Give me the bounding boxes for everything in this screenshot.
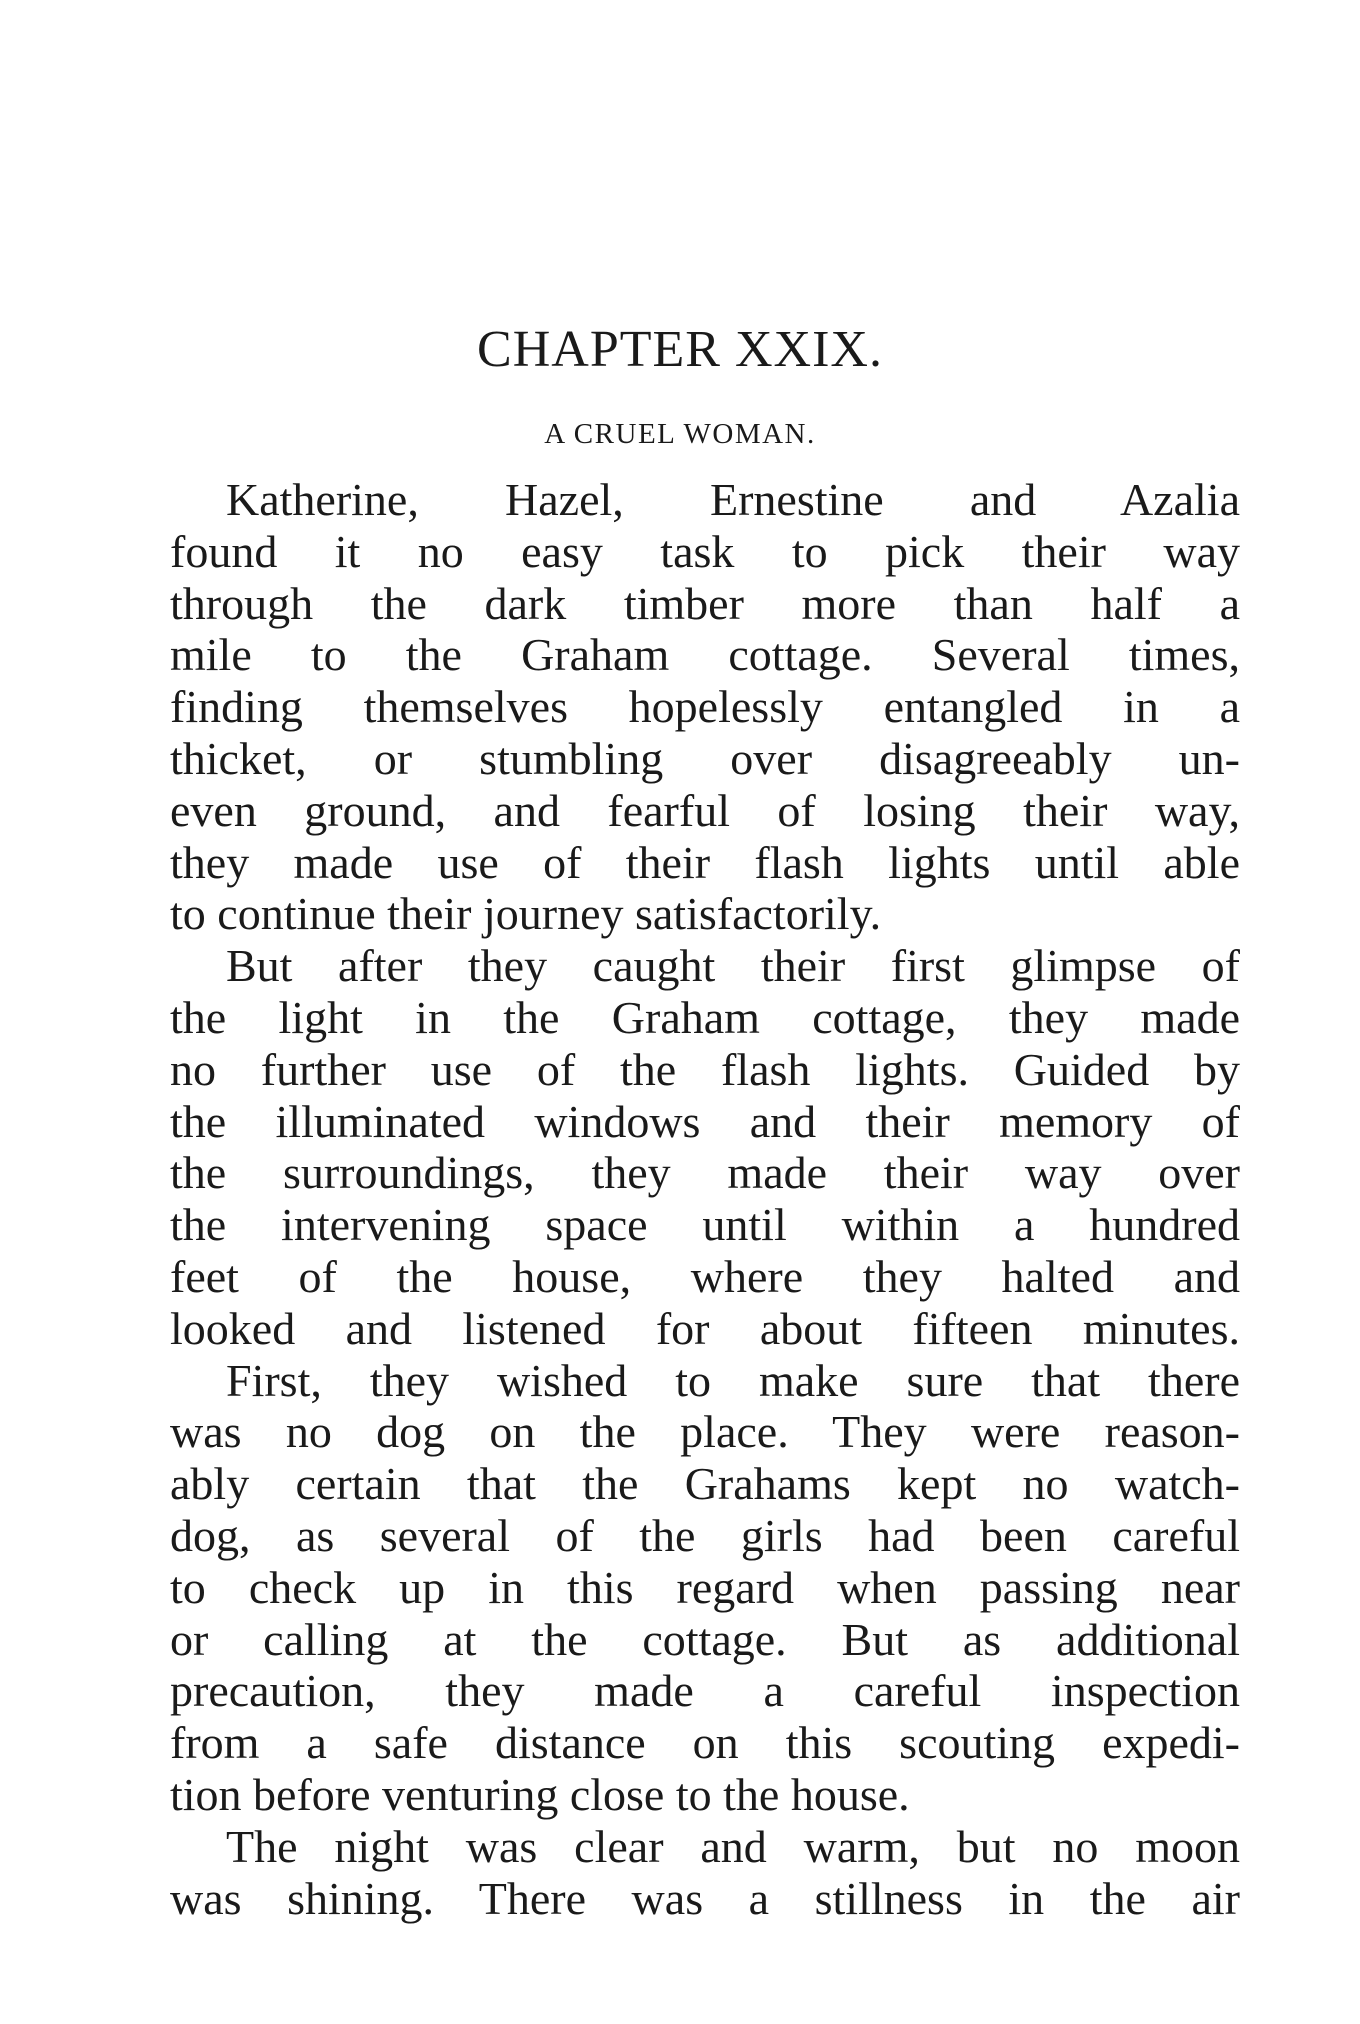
text-line: to check up in this regard when passing near [170, 1561, 1240, 1613]
text-line: the intervening space until within a hundred [170, 1199, 1240, 1251]
text-line: even ground, and fearful of losing their way, [170, 784, 1240, 836]
text-line: they made use of their flash lights until able [170, 836, 1240, 888]
text-line: But after they caught their first glimpse of [226, 940, 1240, 992]
text-line: finding themselves hopelessly entangled in a [170, 681, 1240, 733]
text-line: dog, as several of the girls had been careful [170, 1509, 1240, 1561]
text-line: tion before venturing close to the house. [170, 1768, 910, 1820]
paragraph-3 [170, 1355, 1240, 1821]
text-line: was shining. There was a stillness in the air [170, 1872, 1240, 1924]
paragraph-4 [170, 1821, 1240, 1925]
chapter-title: CHAPTER XXIX. [477, 321, 883, 378]
text-line: found it no easy task to pick their way [170, 525, 1240, 577]
text-line: or calling at the cottage. But as additional [170, 1613, 1240, 1665]
text-line: from a safe distance on this scouting expedi- [170, 1717, 1240, 1769]
text-line: The night was clear and warm, but no moon [226, 1820, 1240, 1872]
text-line: looked and listened for about fifteen minutes. [170, 1302, 1240, 1354]
paragraph-2 [170, 940, 1240, 1354]
text-line: to continue their journey satisfactorily. [170, 888, 882, 940]
text-line: ably certain that the Grahams kept no watch- [170, 1458, 1240, 1510]
text-line: Katherine, Hazel, Ernestine and Azalia [226, 474, 1240, 525]
text-line: the light in the Graham cottage, they made [170, 991, 1240, 1043]
paragraph-1 [170, 474, 1240, 940]
text-line: First, they wished to make sure that there [226, 1354, 1240, 1406]
text-line: the illuminated windows and their memory of [170, 1095, 1240, 1147]
text-line: through the dark timber more than half a [170, 577, 1240, 629]
text-line: precaution, they made a careful inspection [170, 1665, 1240, 1717]
chapter-body [170, 474, 1240, 1924]
text-line: thicket, or stumbling over disagreeably un- [170, 732, 1240, 784]
text-line: mile to the Graham cottage. Several times, [170, 629, 1240, 681]
text-line: no further use of the flash lights. Guided by [170, 1043, 1240, 1095]
text-line: the surroundings, they made their way over [170, 1147, 1240, 1199]
text-line: feet of the house, where they halted and [170, 1250, 1240, 1302]
text-line: was no dog on the place. They were reason- [170, 1406, 1240, 1458]
chapter-subtitle: A CRUEL WOMAN. [544, 418, 816, 450]
